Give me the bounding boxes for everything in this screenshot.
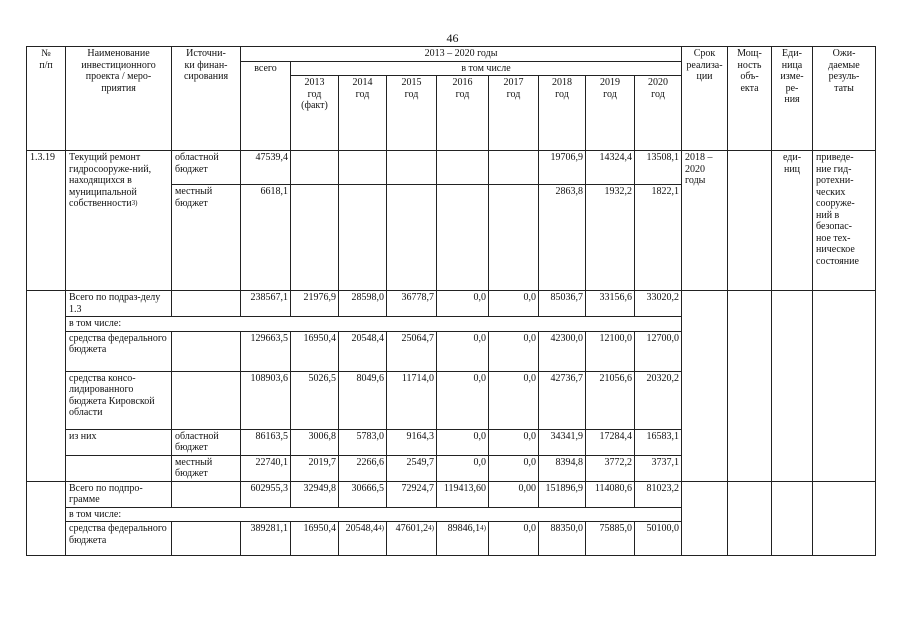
year-value-cell <box>437 185 489 291</box>
year-value-cell: 0,0 <box>489 429 539 455</box>
year-value-cell: 114080,6 <box>586 481 635 507</box>
year-value-cell <box>489 151 539 185</box>
year-value-cell: 1932,2 <box>586 185 635 291</box>
header-year-1: 2014 год <box>339 76 387 151</box>
header-year-7: 2020 год <box>635 76 682 151</box>
year-value-cell: 12700,0 <box>635 331 682 371</box>
year-value-cell: 16950,4 <box>291 522 339 556</box>
total-cell: 47539,4 <box>241 151 291 185</box>
year-value-cell: 20320,2 <box>635 371 682 429</box>
year-value-cell: 8049,6 <box>339 371 387 429</box>
footnote-mark: 4) <box>480 524 486 532</box>
year-value-cell: 88350,0 <box>539 522 586 556</box>
header-year-4: 2017 год <box>489 76 539 151</box>
source-cell <box>172 331 241 371</box>
year-value-cell: 17284,4 <box>586 429 635 455</box>
header-name: Наименование инвестиционного проекта / меро- приятия <box>66 47 172 151</box>
year-value-cell <box>489 185 539 291</box>
source-cell <box>172 522 241 556</box>
year-value-cell: 20548,4 <box>339 331 387 371</box>
total-cell: 22740,1 <box>241 455 291 481</box>
table-row <box>27 291 876 317</box>
table-row <box>27 151 876 185</box>
source-cell <box>172 371 241 429</box>
total-cell: 108903,6 <box>241 371 291 429</box>
year-value-cell: 0,0 <box>489 455 539 481</box>
year-value-cell: 14324,4 <box>586 151 635 185</box>
total-cell: 238567,1 <box>241 291 291 317</box>
year-value-cell <box>387 151 437 185</box>
year-value-cell: 0,0 <box>437 291 489 317</box>
year-value-cell: 0,0 <box>437 371 489 429</box>
year-value-cell: 5026,5 <box>291 371 339 429</box>
term-cell: 2018 – 2020 годы <box>682 151 728 291</box>
header-year-2: 2015 год <box>387 76 437 151</box>
footnote-mark: 4) <box>378 524 384 532</box>
result-cell: приведе- ние гид- ротехни- ческих сооруже- ний в безопас- ное тех- ническое состояние <box>813 151 876 291</box>
year-value-cell: 16583,1 <box>635 429 682 455</box>
year-value-cell: 34341,9 <box>539 429 586 455</box>
num-cell <box>27 481 66 556</box>
year-value-cell: 9164,3 <box>387 429 437 455</box>
year-value-cell: 0,0 <box>437 429 489 455</box>
year-value-cell: 21976,9 <box>291 291 339 317</box>
year-value-cell: 119413,60 <box>437 481 489 507</box>
year-value-cell: 2549,7 <box>387 455 437 481</box>
num-cell <box>27 291 66 482</box>
row-label: в том числе: <box>66 317 682 332</box>
header-num: № п/п <box>27 47 66 151</box>
row-label <box>66 455 172 481</box>
year-value-cell: 2019,7 <box>291 455 339 481</box>
row-label: средства федерального бюджета <box>66 522 172 556</box>
year-value-cell <box>339 151 387 185</box>
header-unit: Еди- ница изме- ре- ния <box>772 47 813 151</box>
empty-cell <box>682 481 728 556</box>
header-incl: в том числе <box>291 61 682 76</box>
year-value-cell: 28598,0 <box>339 291 387 317</box>
investment-table <box>26 46 876 556</box>
year-value-cell: 89846,1$^{4)}$ <box>437 522 489 556</box>
year-value-cell: 42300,0 <box>539 331 586 371</box>
capacity-cell <box>728 151 772 291</box>
header-year-6: 2019 год <box>586 76 635 151</box>
footnote-mark: 3) <box>131 199 138 207</box>
year-value-cell <box>387 185 437 291</box>
empty-cell <box>772 481 813 556</box>
year-value-cell: 85036,7 <box>539 291 586 317</box>
year-value-cell: 33020,2 <box>635 291 682 317</box>
year-value-cell: 21056,6 <box>586 371 635 429</box>
year-value-cell: 25064,7 <box>387 331 437 371</box>
year-value-cell: 11714,0 <box>387 371 437 429</box>
year-value-cell: 1822,1 <box>635 185 682 291</box>
year-value-cell: 30666,5 <box>339 481 387 507</box>
row-label: Всего по подпро-грамме <box>66 481 172 507</box>
empty-cell <box>682 291 728 482</box>
year-value-cell: 50100,0 <box>635 522 682 556</box>
header-source: Источни- ки финан- сирования <box>172 47 241 151</box>
empty-cell <box>728 481 772 556</box>
empty-cell <box>728 291 772 482</box>
year-value-cell: 3006,8 <box>291 429 339 455</box>
empty-cell <box>813 291 876 482</box>
year-value-cell: 5783,0 <box>339 429 387 455</box>
year-value-cell: 12100,0 <box>586 331 635 371</box>
source-cell: областной бюджет <box>172 151 241 185</box>
year-value-cell: 20548,4$^{4)}$ <box>339 522 387 556</box>
row-label: средства консо-лидированного бюджета Кировской области <box>66 371 172 429</box>
year-value-cell: 8394,8 <box>539 455 586 481</box>
year-value-cell: 42736,7 <box>539 371 586 429</box>
year-value-cell: 0,0 <box>489 331 539 371</box>
year-value-cell <box>291 151 339 185</box>
unit-cell: еди- ниц <box>772 151 813 291</box>
empty-cell <box>772 291 813 482</box>
year-value-cell: 0,0 <box>437 331 489 371</box>
footnote-mark: 4) <box>428 524 434 532</box>
year-value-cell: 47601,2$^{4)}$ <box>387 522 437 556</box>
year-value-cell: 19706,9 <box>539 151 586 185</box>
year-value-cell: 13508,1 <box>635 151 682 185</box>
row-label: из них <box>66 429 172 455</box>
year-value-cell: 16950,4 <box>291 331 339 371</box>
year-value-cell: 0,0 <box>437 455 489 481</box>
header-year-5: 2018 год <box>539 76 586 151</box>
year-value-cell: 0,0 <box>489 371 539 429</box>
year-value-cell: 72924,7 <box>387 481 437 507</box>
year-value-cell <box>291 185 339 291</box>
header-period: 2013 – 2020 годы <box>241 47 682 62</box>
header-capacity: Мощ- ность объ- екта <box>728 47 772 151</box>
total-cell: 129663,5 <box>241 331 291 371</box>
project-num: 1.3.19 <box>27 151 66 291</box>
year-value-cell: 0,0 <box>489 522 539 556</box>
year-value-cell: 75885,0 <box>586 522 635 556</box>
project-name-text: Текущий ремонт гидросооруже-ний, находящихся в муниципальной собственности <box>69 152 152 209</box>
header-results: Ожи- даемые резуль- таты <box>813 47 876 151</box>
year-value-cell: 3772,2 <box>586 455 635 481</box>
year-value-cell: 151896,9 <box>539 481 586 507</box>
year-value-cell: 3737,1 <box>635 455 682 481</box>
row-label: Всего по подраз-делу 1.3 <box>66 291 172 317</box>
total-cell: 389281,1 <box>241 522 291 556</box>
empty-cell <box>813 481 876 556</box>
header-total: всего <box>241 61 291 151</box>
year-value-cell: 32949,8 <box>291 481 339 507</box>
source-cell: областной бюджет <box>172 429 241 455</box>
total-cell: 602955,3 <box>241 481 291 507</box>
row-label: в том числе: <box>66 507 682 522</box>
header-year-3: 2016 год <box>437 76 489 151</box>
year-value-cell <box>339 185 387 291</box>
year-value-cell: 36778,7 <box>387 291 437 317</box>
year-value-cell: 81023,2 <box>635 481 682 507</box>
year-value-cell: 0,00 <box>489 481 539 507</box>
year-value-cell: 0,0 <box>489 291 539 317</box>
project-name <box>66 151 172 291</box>
source-cell: местный бюджет <box>172 185 241 291</box>
page-number: 46 <box>446 31 459 45</box>
year-value-cell <box>437 151 489 185</box>
source-cell: местный бюджет <box>172 455 241 481</box>
header-year-0: 2013 год (факт) <box>291 76 339 151</box>
source-cell <box>172 291 241 317</box>
total-cell: 6618,1 <box>241 185 291 291</box>
year-value-cell: 2266,6 <box>339 455 387 481</box>
table-row <box>27 481 876 507</box>
row-label: средства федерального бюджета <box>66 331 172 371</box>
header-term: Срок реализа- ции <box>682 47 728 151</box>
year-value-cell: 33156,6 <box>586 291 635 317</box>
year-value-cell: 2863,8 <box>539 185 586 291</box>
total-cell: 86163,5 <box>241 429 291 455</box>
source-cell <box>172 481 241 507</box>
